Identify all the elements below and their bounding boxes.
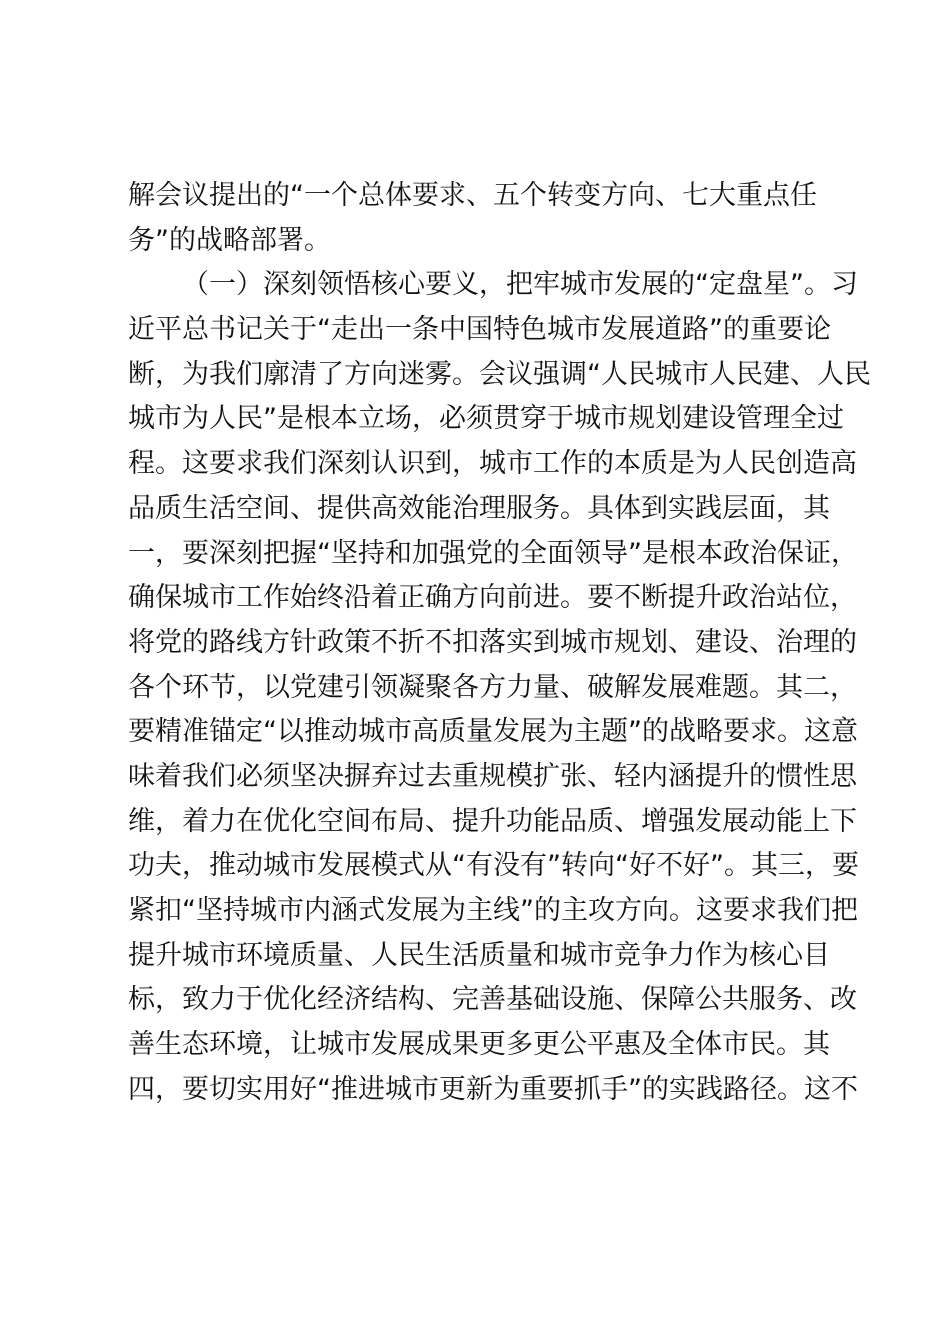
text-line-7: 程。这要求我们深刻认识到，城市工作的本质是为人民创造高 <box>128 448 857 480</box>
text-line-14: 味着我们必须坚决摒弃过去重规模扩张、轻内涵提升的惯性思 <box>128 760 857 792</box>
text-line-19: 标，致力于优化经济结构、完善基础设施、保障公共服务、改 <box>128 984 857 1016</box>
text-line-11: 将党的路线方针政策不折不扣落实到城市规划、建设、治理的 <box>128 626 857 658</box>
text-line-4: 近平总书记关于“走出一条中国特色城市发展道路”的重要论 <box>128 314 831 346</box>
text-line-1: 解会议提出的“一个总体要求、五个转变方向、七大重点任 <box>128 180 817 211</box>
text-line-13: 要精准锚定“以推动城市高质量发展为主题”的战略要求。这意 <box>128 716 858 748</box>
text-line-17: 紧扣“坚持城市内涵式发展为主线”的主攻方向。这要求我们把 <box>128 895 858 926</box>
section-heading-line: （一）深刻领悟核心要义，把牢城市发展的“定盘星”。习 <box>182 269 858 301</box>
text-line-8: 品质生活空间、提供高效能治理服务。具体到实践层面，其 <box>128 492 830 524</box>
text-line-9: 一，要深刻把握“坚持和加强党的全面领导”是根本政治保证， <box>128 537 858 569</box>
text-line-12: 各个环节，以党建引领凝聚各方力量、破解发展难题。其二， <box>128 671 857 703</box>
text-line-20: 善生态环境，让城市发展成果更多更公平惠及全体市民。其 <box>128 1029 830 1061</box>
text-line-2: 务”的战略部署。 <box>128 224 331 256</box>
text-line-5: 断，为我们廓清了方向迷雾。会议强调“人民城市人民建、人民 <box>128 358 871 390</box>
text-line-10: 确保城市工作始终沿着正确方向前进。要不断提升政治站位， <box>128 582 857 614</box>
text-line-15: 维，着力在优化空间布局、提升功能品质、增强发展动能上下 <box>128 805 857 837</box>
text-line-6: 城市为人民”是根本立场，必须贯穿于城市规划建设管理全过 <box>128 403 844 435</box>
body-text <box>128 174 871 1112</box>
text-line-21: 四，要切实用好“推进城市更新为重要抓手”的实践路径。这不 <box>128 1073 858 1105</box>
text-line-18: 提升城市环境质量、人民生活质量和城市竞争力作为核心目 <box>128 939 830 971</box>
text-line-16: 功夫，推动城市发展模式从“有没有”转向“好不好”。其三，要 <box>128 850 859 882</box>
